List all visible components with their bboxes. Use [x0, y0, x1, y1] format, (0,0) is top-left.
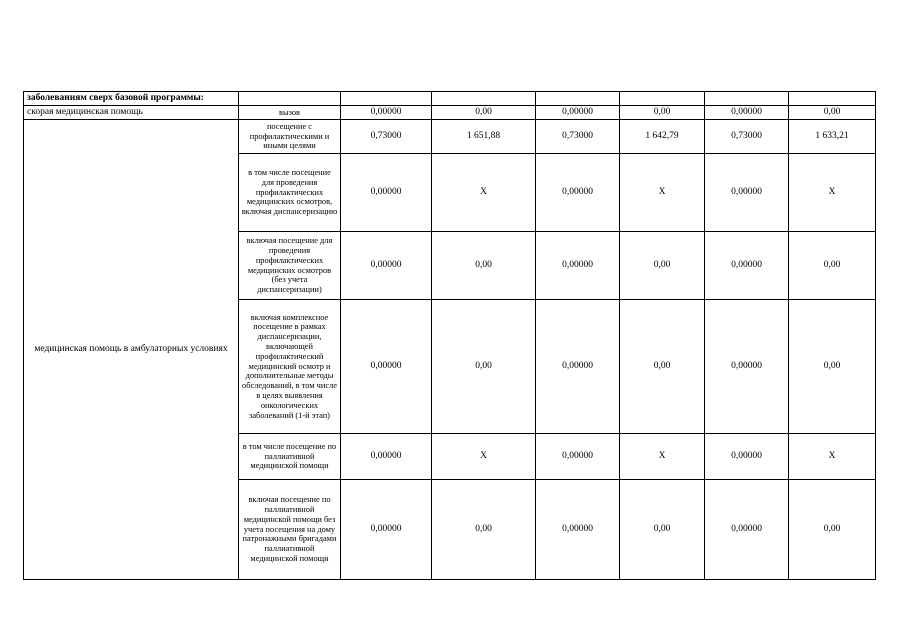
value-cell: 1 633,21: [789, 120, 876, 154]
value-cell: 0,00: [432, 300, 536, 434]
value-cell: 0,00: [789, 232, 876, 300]
section-title: заболеваниям сверх базовой программы:: [24, 92, 239, 106]
value-cell: 0,00: [620, 480, 705, 580]
value-cell: 0,00000: [536, 434, 620, 480]
value-cell: 0,00000: [341, 232, 432, 300]
value-cell: 0,00: [432, 232, 536, 300]
unit-cell: в том числе посещение для проведения профилактических медицинских осмотров, включая диспансеризацию: [239, 154, 341, 232]
unit-cell: в том числе посещение по паллиативной медицинской помощи: [239, 434, 341, 480]
value-cell: 0,73000: [536, 120, 620, 154]
value-cell: 0,00: [620, 106, 705, 120]
section-row: [24, 92, 876, 106]
group-label: медицинская помощь в амбулаторных условиях: [24, 120, 239, 580]
value-cell: 0,00000: [536, 232, 620, 300]
value-cell: 0,00: [432, 106, 536, 120]
value-cell: 0,00000: [705, 106, 789, 120]
value-cell: 0,00: [620, 300, 705, 434]
value-cell: X: [620, 434, 705, 480]
value-cell: X: [620, 154, 705, 232]
value-cell: 0,00000: [341, 300, 432, 434]
value-cell: 0,00000: [341, 434, 432, 480]
value-cell: X: [432, 154, 536, 232]
value-cell: X: [789, 154, 876, 232]
row-label: скорая медицинская помощь: [24, 106, 239, 120]
table-cell: [341, 92, 432, 106]
table-cell: [705, 92, 789, 106]
value-cell: 0,00000: [536, 106, 620, 120]
table-row: [24, 106, 876, 120]
value-cell: 0,73000: [705, 120, 789, 154]
unit-cell: включая комплексное посещение в рамках диспансеризации, включающей профилактический медицинский осмотр и дополнительные методы обследований, в том числе в целях выявления онкологических заболеваний (1-й этап): [239, 300, 341, 434]
value-cell: X: [432, 434, 536, 480]
unit-cell: посещение с профилактическими и иными целями: [239, 120, 341, 154]
value-cell: 1 642,79: [620, 120, 705, 154]
unit-cell: включая посещение по паллиативной медицинской помощи без учета посещения на дому патронажными бригадами паллиативной медицинской помощи: [239, 480, 341, 580]
value-cell: 0,73000: [341, 120, 432, 154]
value-cell: 0,00000: [341, 154, 432, 232]
value-cell: X: [789, 434, 876, 480]
value-cell: 0,00000: [341, 480, 432, 580]
value-cell: 0,00: [789, 480, 876, 580]
value-cell: 1 651,88: [432, 120, 536, 154]
table-cell: [239, 92, 341, 106]
value-cell: 0,00000: [705, 154, 789, 232]
table-cell: [789, 92, 876, 106]
unit-cell: включая посещение для проведения профилактических медицинских осмотров (без учета диспансеризации): [239, 232, 341, 300]
value-cell: 0,00000: [536, 154, 620, 232]
value-cell: 0,00000: [705, 300, 789, 434]
value-cell: 0,00000: [341, 106, 432, 120]
value-cell: 0,00: [620, 232, 705, 300]
table-cell: [432, 92, 536, 106]
table-row: [24, 120, 876, 154]
value-cell: 0,00: [432, 480, 536, 580]
value-cell: 0,00: [789, 300, 876, 434]
norms-table: [23, 91, 876, 580]
table-cell: [620, 92, 705, 106]
value-cell: 0,00000: [705, 480, 789, 580]
value-cell: 0,00000: [705, 434, 789, 480]
value-cell: 0,00000: [536, 480, 620, 580]
value-cell: 0,00000: [536, 300, 620, 434]
unit-cell: вызов: [239, 106, 341, 120]
value-cell: 0,00: [789, 106, 876, 120]
value-cell: 0,00000: [705, 232, 789, 300]
table-cell: [536, 92, 620, 106]
